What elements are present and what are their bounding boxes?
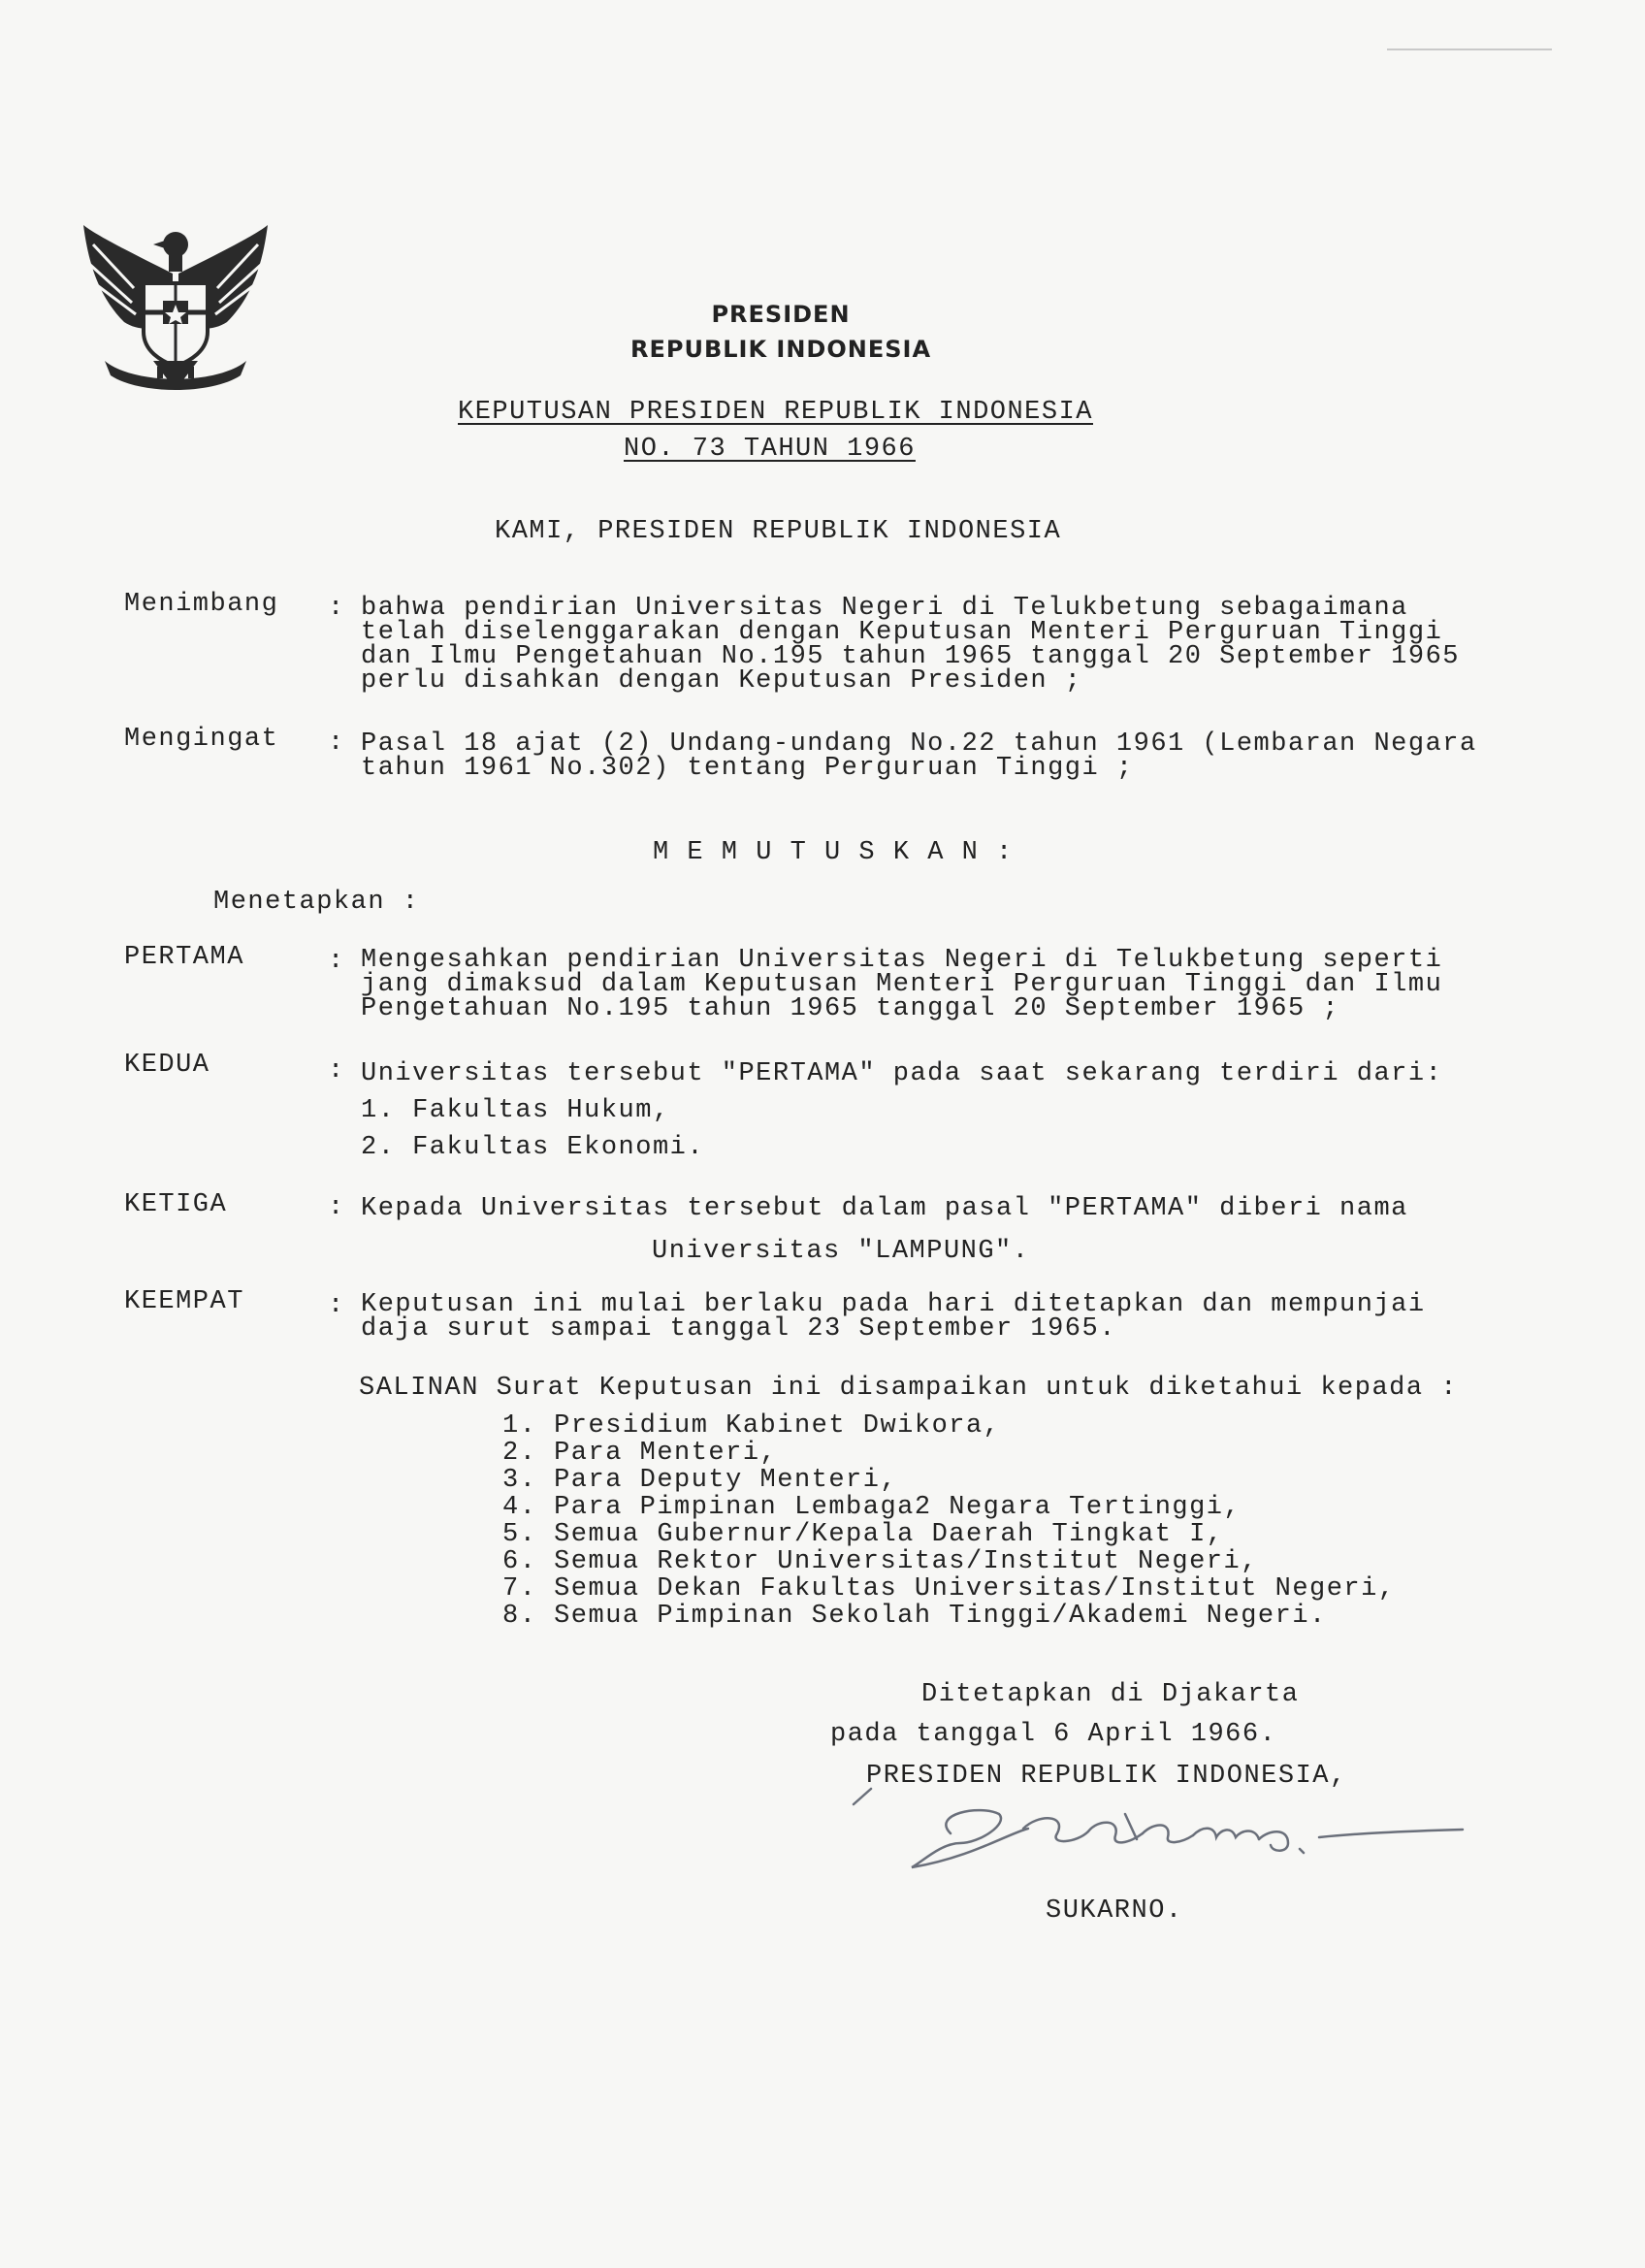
salinan-item: 4. Para Pimpinan Lembaga2 Negara Tertinggi, [502,1493,1242,1522]
garuda-emblem-icon [76,215,275,400]
kedua-item: 2. Fakultas Ekonomi. [361,1133,705,1162]
pertama-text [361,946,1443,1023]
memutuskan-heading: M E M U T U S K A N : [653,838,1014,867]
closing-date: pada tanggal 6 April 1966. [830,1720,1277,1749]
decree-number: NO. 73 TAHUN 1966 [624,435,916,464]
mengingat-label: Mengingat [124,725,279,754]
mengingat-text [361,729,1477,783]
university-name: Universitas "LAMPUNG". [652,1237,1030,1266]
header-title-line1: PRESIDEN [711,301,851,328]
signatory-name: SUKARNO. [1046,1896,1183,1926]
kedua-text: Universitas tersebut "PERTAMA" pada saat sekarang terdiri dari: [361,1059,1443,1088]
salinan-item: 6. Semua Rektor Universitas/Institut Negeri, [502,1547,1258,1576]
keempat-label: KEEMPAT [124,1287,244,1316]
pertama-line: Pengetahuan No.195 tahun 1965 tanggal 20 September 1965 ; [361,994,1340,1023]
decree-title: KEPUTUSAN PRESIDEN REPUBLIK INDONESIA [458,398,1093,427]
signature-icon [834,1775,1474,1882]
ketiga-label: KETIGA [124,1190,228,1219]
menimbang-text [361,594,1460,696]
salinan-item: 1. Presidium Kabinet Dwikora, [502,1411,1001,1441]
menetapkan-label: Menetapkan : [213,888,420,917]
keempat-text [361,1290,1426,1344]
ketiga-text: Kepada Universitas tersebut dalam pasal "PERTAMA" diberi nama [361,1194,1408,1223]
keempat-line: daja surut sampai tanggal 23 September 1965. [361,1314,1116,1344]
header-title-line2: REPUBLIK INDONESIA [629,336,932,363]
closing-place: Ditetapkan di Djakarta [921,1680,1300,1709]
salinan-item: 5. Semua Gubernur/Kepala Daerah Tingkat I, [502,1520,1224,1549]
salinan-intro: SALINAN Surat Keputusan ini disampaikan untuk diketahui kepada : [359,1374,1458,1403]
menimbang-line: perlu disahkan dengan Keputusan Presiden ; [361,666,1082,696]
closing-office: PRESIDEN REPUBLIK INDONESIA, [866,1762,1347,1791]
salinan-list [502,1412,1396,1630]
kedua-item: 1. Fakultas Hukum, [361,1096,670,1125]
salinan-item: 2. Para Menteri, [502,1439,778,1468]
kedua-label: KEDUA [124,1051,210,1080]
pertama-label: PERTAMA [124,943,244,972]
menimbang-label: Menimbang [124,590,279,619]
keempat-colon: : [328,1291,345,1320]
salinan-item: 7. Semua Dekan Fakultas Universitas/Institut Negeri, [502,1574,1396,1604]
pertama-line: jang dimaksud dalam Keputusan Menteri Perguruan Tinggi dan Ilmu [361,970,1443,999]
menimbang-line: telah diselenggarakan dengan Keputusan Menteri Perguruan Tinggi [361,618,1443,647]
menimbang-colon: : [328,594,345,623]
kedua-colon: : [328,1056,345,1085]
salinan-item: 3. Para Deputy Menteri, [502,1466,898,1495]
ketiga-colon: : [328,1193,345,1222]
menimbang-line: bahwa pendirian Universitas Negeri di Telukbetung sebagaimana [361,594,1408,623]
mengingat-colon: : [328,729,345,758]
top-edge-mark [1387,49,1552,50]
menimbang-line: dan Ilmu Pengetahuan No.195 tahun 1965 tanggal 20 September 1965 [361,642,1460,671]
decree-intro: KAMI, PRESIDEN REPUBLIK INDONESIA [495,517,1062,546]
pertama-line: Mengesahkan pendirian Universitas Negeri di Telukbetung seperti [361,946,1443,975]
mengingat-line: Pasal 18 ajat (2) Undang-undang No.22 tahun 1961 (Lembaran Negara [361,729,1477,759]
salinan-item: 8. Semua Pimpinan Sekolah Tinggi/Akademi Negeri. [502,1602,1327,1631]
keempat-line: Keputusan ini mulai berlaku pada hari ditetapkan dan mempunjai [361,1290,1426,1319]
mengingat-line: tahun 1961 No.302) tentang Perguruan Tinggi ; [361,754,1134,783]
pertama-colon: : [328,947,345,976]
